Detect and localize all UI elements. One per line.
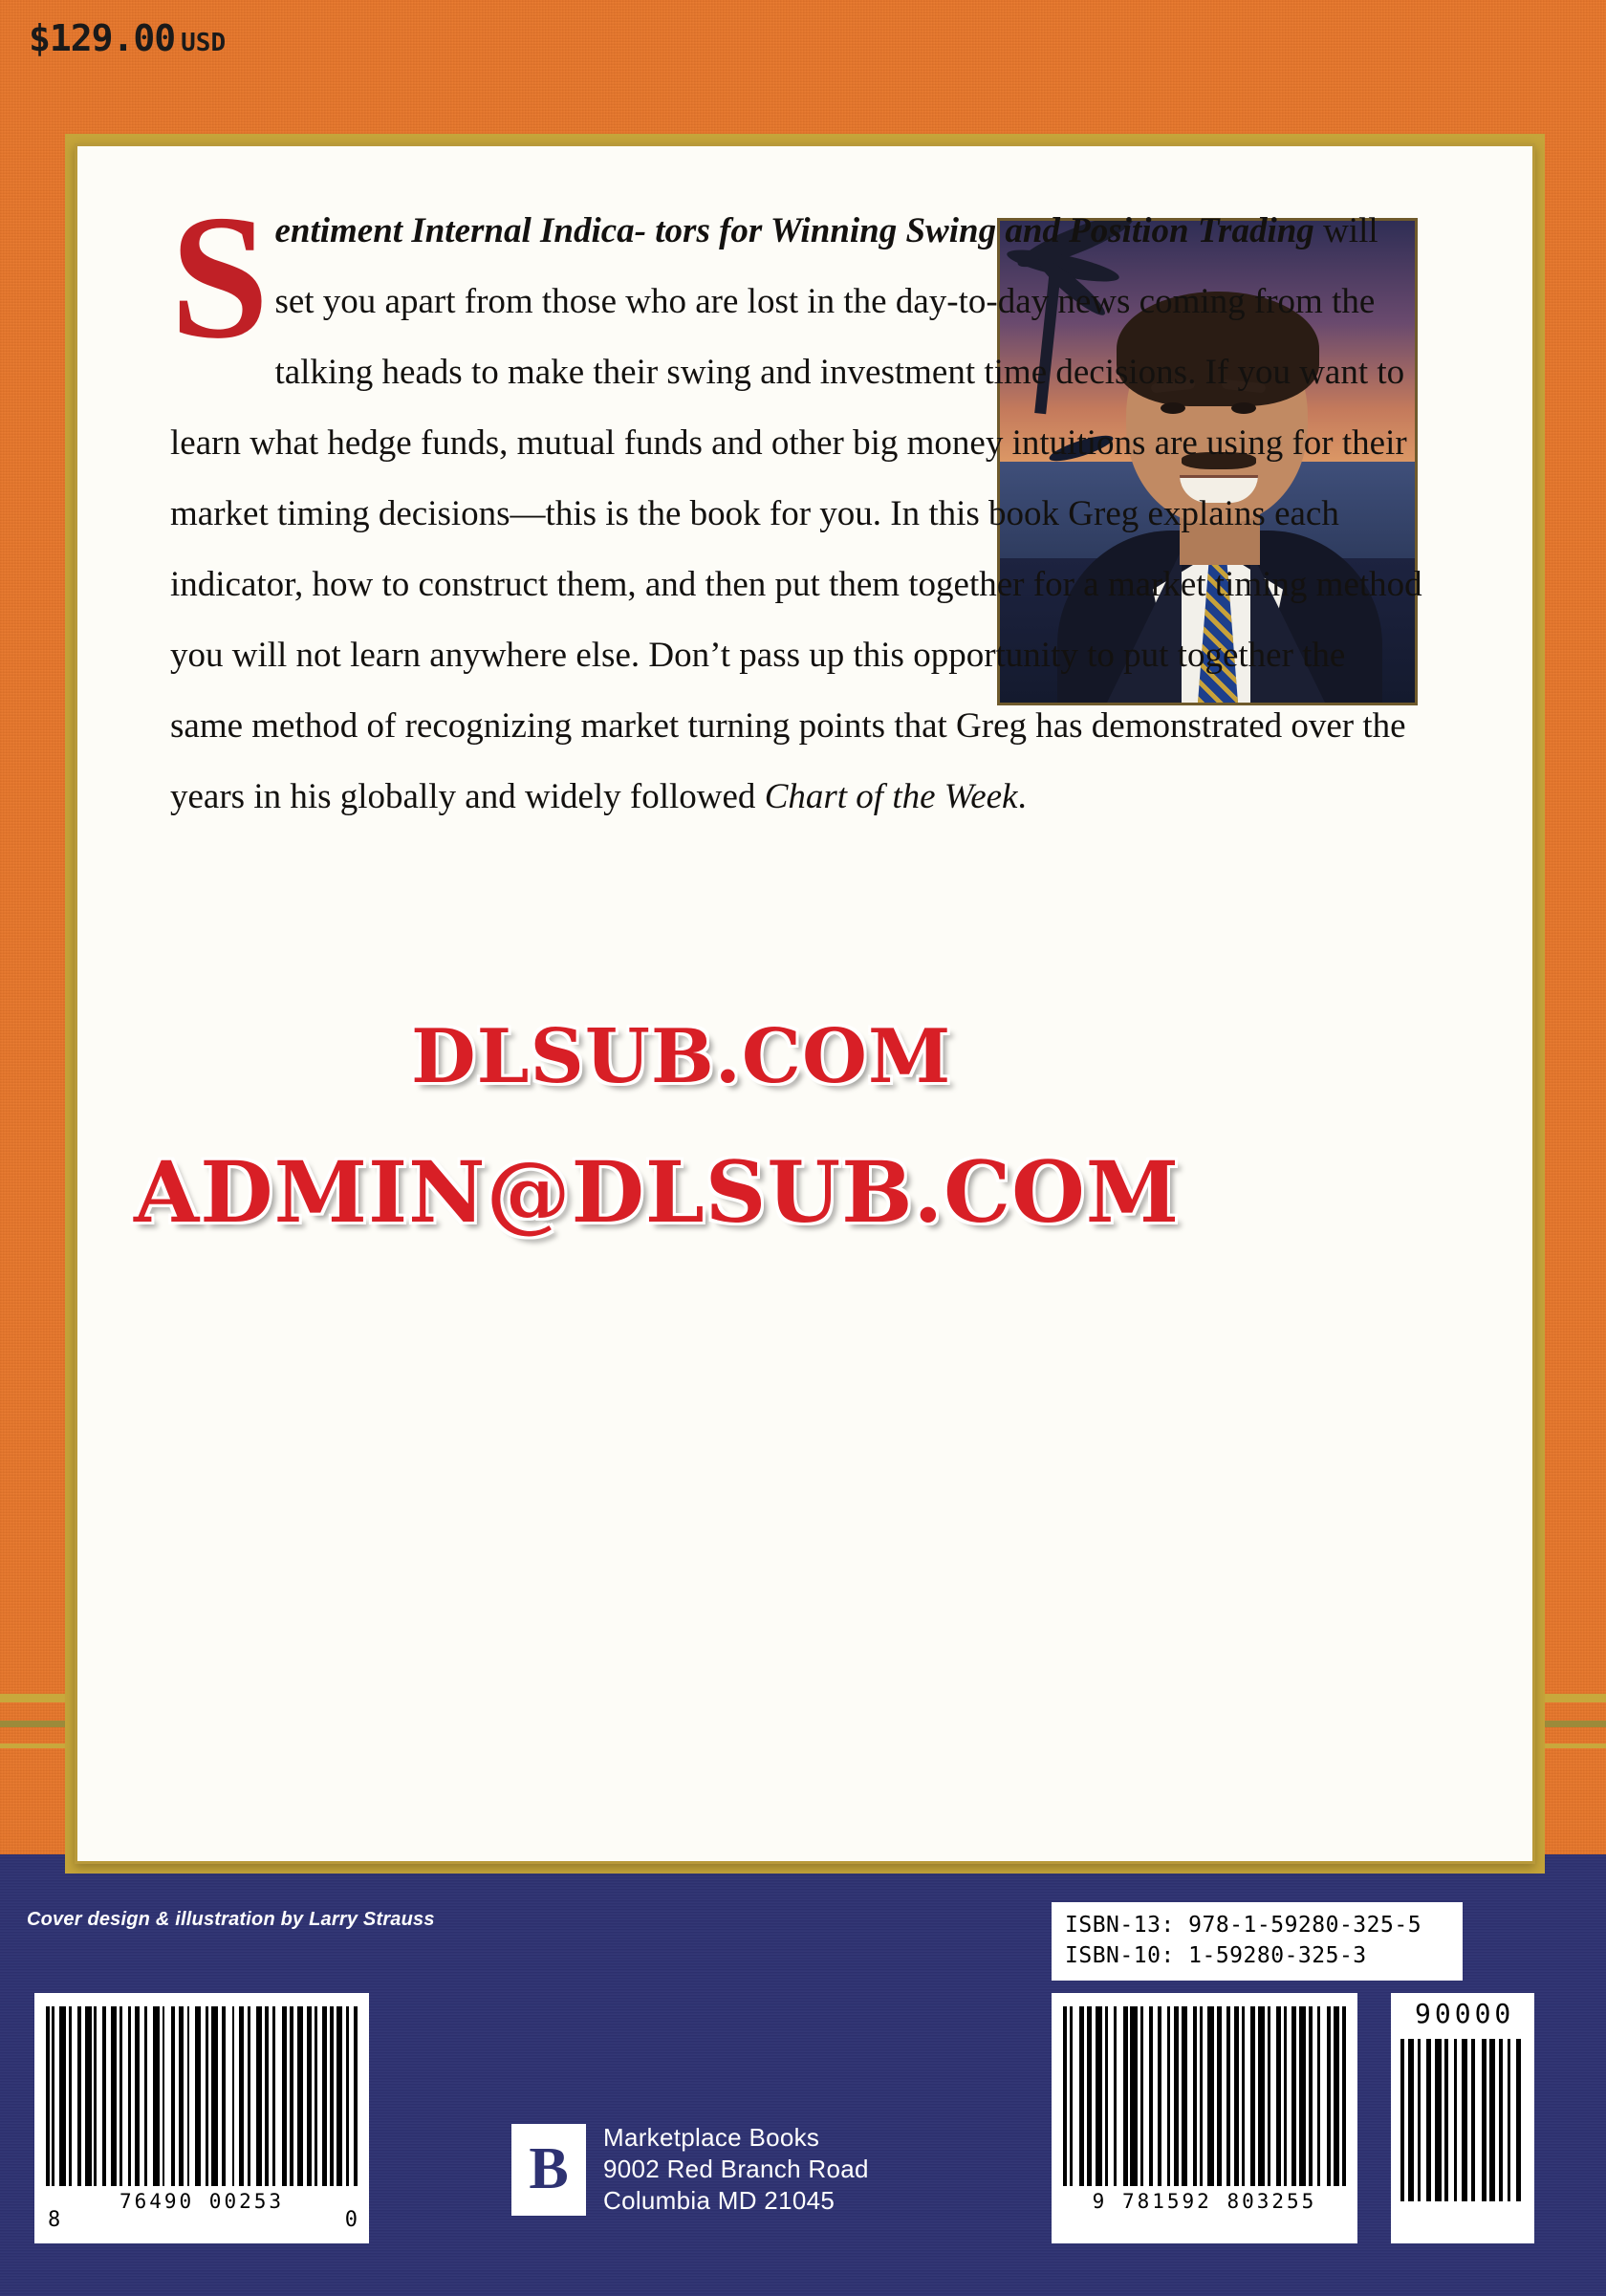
blurb-body-1: will set you apart from those who are lost in the day-to-day news coming from the talking heads to make their swing and investment time decisions. If you want to learn what hedge funds, mutual funds and other big money intuitions are using for their market timing decisions— — [170, 211, 1407, 533]
book-title-line-3: and Position Trading — [1005, 211, 1314, 250]
upc-digits: 76490 00253 — [119, 2190, 285, 2213]
upc-left-digit: 8 — [48, 2208, 61, 2232]
price-amount: $129.00 — [29, 17, 176, 59]
isbn10-value: 1-59280-325-3 — [1188, 1943, 1367, 1968]
price-label — [29, 17, 226, 59]
ean-barcode — [1052, 1993, 1357, 2243]
publisher-block — [511, 2122, 869, 2217]
back-cover-blurb — [170, 179, 1422, 833]
ean-addon-bars — [1400, 2039, 1525, 2201]
ean-addon-digits: 90000 — [1415, 1998, 1515, 2029]
ean-bars — [1063, 2006, 1346, 2186]
ean-digits: 9 781592 803255 — [1092, 2190, 1317, 2213]
isbn-block — [1052, 1902, 1463, 1981]
cover-credit: Cover design & illustration by Larry Strauss — [27, 1909, 435, 1930]
blurb-body-3: how to construct them, and then put them together for a market timing method you will not learn anywhere else. Don’t pass up this opportunity to put together the same method of recognizing market turning points that Greg has demonstrated over the years in his globally and widely followed — [170, 565, 1422, 816]
isbn10-line — [1065, 1940, 1449, 1971]
book-title-line-2: tors for Winning Swing — [655, 211, 997, 250]
blurb-period: . — [1017, 777, 1027, 816]
price-currency: USD — [181, 29, 227, 57]
ean-addon-barcode — [1391, 1993, 1534, 2243]
isbn13-label: ISBN-13: — [1065, 1913, 1175, 1938]
upc-bars — [46, 2006, 358, 2186]
watermark-email: ADMIN@DLSUB.COM — [134, 1142, 1181, 1242]
book-title-line-1: entiment Internal Indica- — [274, 211, 647, 250]
drop-cap: S — [170, 179, 270, 376]
publisher-address-line-1: 9002 Red Branch Road — [603, 2155, 869, 2183]
chart-of-the-week-title: Chart of the Week — [764, 777, 1018, 816]
publisher-address — [603, 2122, 869, 2217]
isbn13-value: 978-1-59280-325-5 — [1188, 1913, 1422, 1938]
publisher-logo-letter: B — [529, 2135, 569, 2201]
publisher-logo-icon — [511, 2124, 586, 2216]
watermark-site: DLSUB.COM — [411, 1013, 952, 1100]
isbn13-line — [1065, 1910, 1449, 1940]
isbn10-label: ISBN-10: — [1065, 1943, 1175, 1968]
upc-right-digit: 0 — [344, 2208, 358, 2232]
blurb-body-2: . In this book Greg explains each indicator, — [170, 494, 1339, 604]
publisher-address-line-2: Columbia MD 21045 — [603, 2186, 836, 2215]
publisher-name: Marketplace Books — [603, 2123, 820, 2152]
upc-barcode — [34, 1993, 369, 2243]
blurb-obscured-text: this is the book for you — [545, 494, 873, 533]
